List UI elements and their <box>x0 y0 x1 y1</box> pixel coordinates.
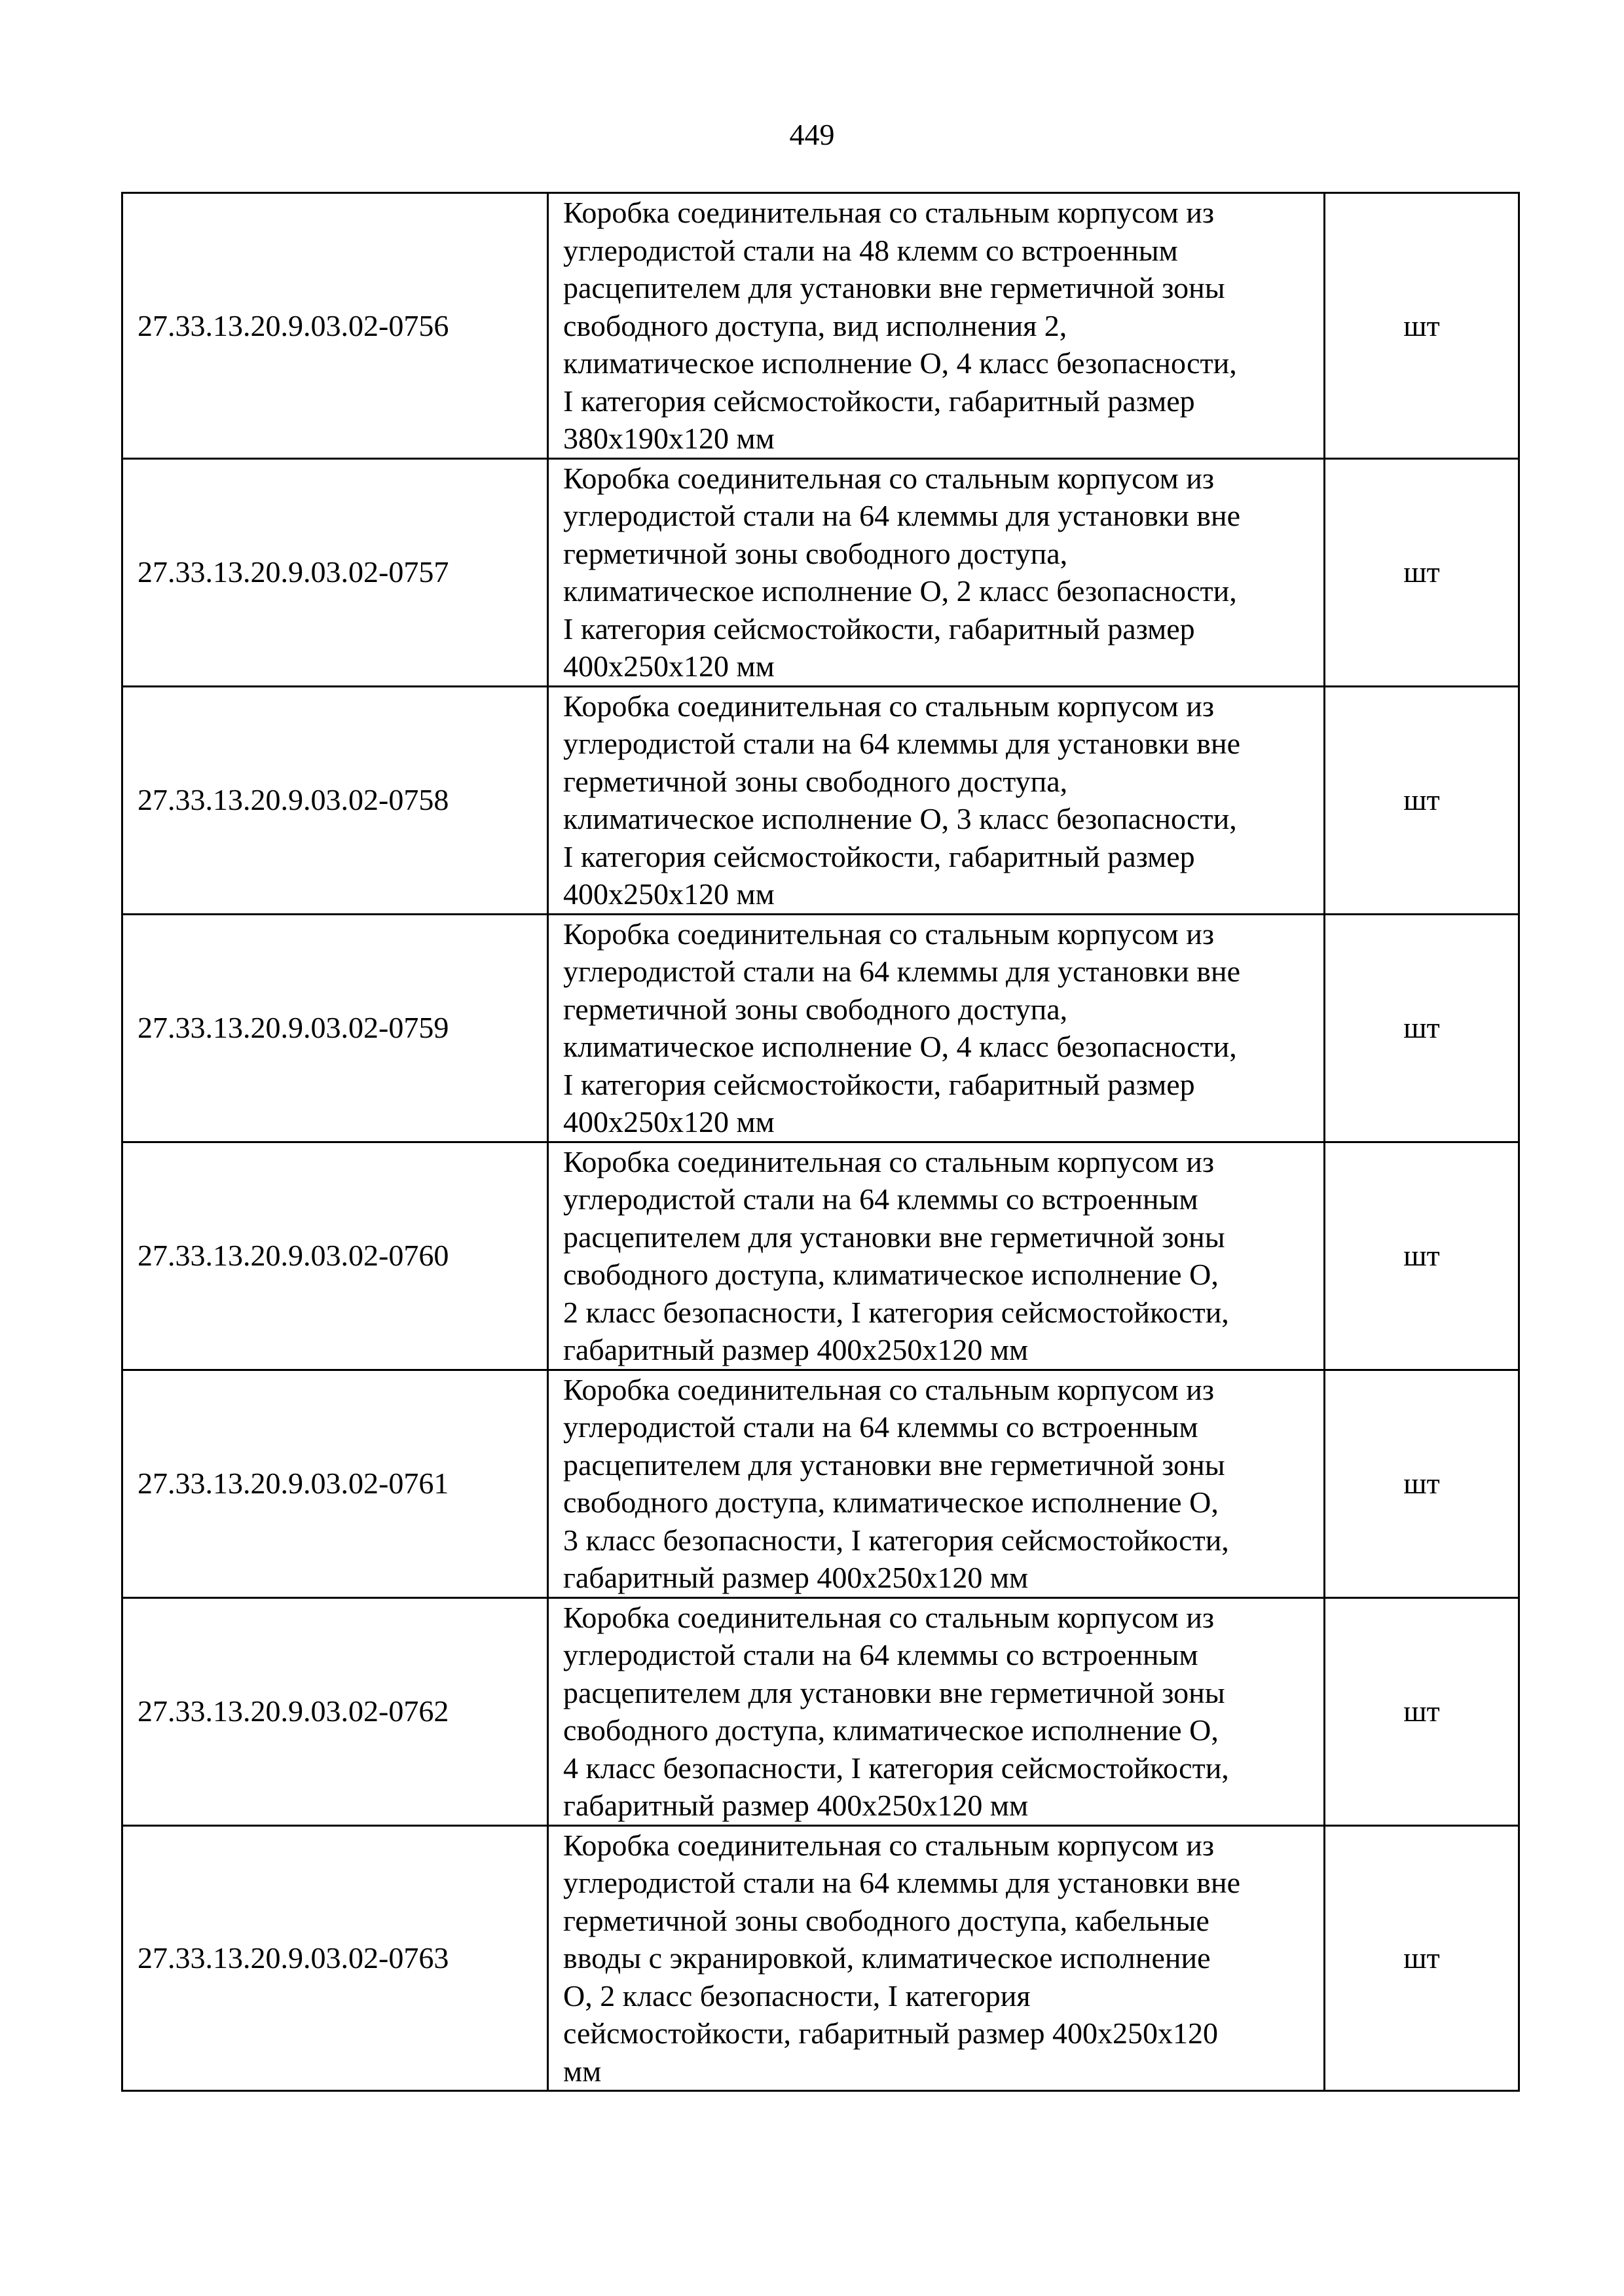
resource-name-line: габаритный размер 400x250x120 мм <box>563 1561 1029 1594</box>
resource-code: 27.33.13.20.9.03.02-0762 <box>122 1597 548 1825</box>
resource-code: 27.33.13.20.9.03.02-0758 <box>122 686 548 914</box>
resource-name-line: Коробка соединительная со стальным корпусом из <box>563 1144 1215 1178</box>
resource-name-line: свободного доступа, климатическое исполнение О, <box>563 1258 1219 1291</box>
resource-name <box>548 686 1325 914</box>
resource-name-line: Коробка соединительная со стальным корпусом из <box>563 917 1215 951</box>
table-row <box>122 458 1519 686</box>
resource-name-line: Коробка соединительная со стальным корпусом из <box>563 1372 1215 1406</box>
table-row <box>122 193 1519 459</box>
resource-name-line: 400x250x120 мм <box>563 877 775 911</box>
resource-name-line: климатическое исполнение О, 4 класс безопасности, <box>563 1030 1237 1063</box>
resource-name-line: Коробка соединительная со стальным корпусом из <box>563 689 1215 723</box>
resource-name-line: Коробка соединительная со стальным корпусом из <box>563 196 1215 229</box>
resource-name-line: I категория сейсмостойкости, габаритный размер <box>563 611 1195 646</box>
unit-of-measure: шт <box>1325 1825 1519 2091</box>
resource-name-line: 4 класс безопасности, I категория сейсмостойкости, <box>563 1751 1229 1785</box>
resource-name-line: свободного доступа, вид исполнения 2, <box>563 308 1067 342</box>
resource-name-line: Коробка соединительная со стальным корпусом из <box>563 1828 1215 1862</box>
unit-of-measure: шт <box>1325 686 1519 914</box>
resource-name-line: углеродистой стали на 64 клеммы со встроенным <box>563 1182 1198 1216</box>
resource-name-line: 400x250x120 мм <box>563 1105 775 1139</box>
table-row <box>122 914 1519 1142</box>
unit-of-measure: шт <box>1325 458 1519 686</box>
resource-code: 27.33.13.20.9.03.02-0757 <box>122 458 548 686</box>
table-row <box>122 686 1519 914</box>
resource-name-line: углеродистой стали на 64 клеммы для установки вне <box>563 955 1241 988</box>
page-number: 449 <box>789 118 835 151</box>
resource-name-line: 380x190x120 мм <box>563 422 775 455</box>
resource-name-line: расцепителем для установки вне герметичной зоны <box>563 271 1225 304</box>
table-row <box>122 1825 1519 2091</box>
resource-name-line: 400x250x120 мм <box>563 649 775 683</box>
resource-name <box>548 458 1325 686</box>
resource-name-line: Коробка соединительная со стальным корпусом из <box>563 1600 1215 1634</box>
resource-name-line: герметичной зоны свободного доступа, <box>563 992 1068 1026</box>
resource-name <box>548 1370 1325 1597</box>
resource-name-line: углеродистой стали на 48 клемм со встроенным <box>563 233 1178 267</box>
resource-name-line: свободного доступа, климатическое исполнение О, <box>563 1485 1219 1519</box>
resource-name-line: герметичной зоны свободного доступа, <box>563 764 1068 798</box>
resource-name-line: расцепителем для установки вне герметичной зоны <box>563 1220 1225 1254</box>
resource-name-line: габаритный размер 400x250x120 мм <box>563 1333 1029 1366</box>
resource-code: 27.33.13.20.9.03.02-0760 <box>122 1142 548 1370</box>
resource-name-line: О, 2 класс безопасности, I категория <box>563 1978 1031 2013</box>
resource-name-line: Коробка соединительная со стальным корпусом из <box>563 461 1215 495</box>
unit-of-measure: шт <box>1325 1370 1519 1597</box>
resource-name-line: сейсмостойкости, габаритный размер 400x250x120 <box>563 2016 1218 2050</box>
resource-table <box>121 192 1520 2092</box>
resource-name <box>548 914 1325 1142</box>
resource-name-line: I категория сейсмостойкости, габаритный размер <box>563 839 1195 873</box>
table-row <box>122 1597 1519 1825</box>
table-row <box>122 1142 1519 1370</box>
resource-name-line: углеродистой стали на 64 клеммы со встроенным <box>563 1638 1198 1671</box>
resource-name <box>548 1142 1325 1370</box>
resource-name-line: углеродистой стали на 64 клеммы со встроенным <box>563 1410 1198 1444</box>
resource-name-line: габаритный размер 400x250x120 мм <box>563 1789 1029 1822</box>
resource-name-line: 3 класс безопасности, I категория сейсмостойкости, <box>563 1523 1229 1557</box>
resource-code: 27.33.13.20.9.03.02-0756 <box>122 193 548 459</box>
unit-of-measure: шт <box>1325 914 1519 1142</box>
resource-name-line: климатическое исполнение О, 2 класс безопасности, <box>563 574 1237 608</box>
resource-name-line: климатическое исполнение О, 4 класс безопасности, <box>563 346 1237 380</box>
resource-name <box>548 1825 1325 2091</box>
resource-name-line: герметичной зоны свободного доступа, кабельные <box>563 1903 1209 1937</box>
resource-name <box>548 1597 1325 1825</box>
resource-code: 27.33.13.20.9.03.02-0763 <box>122 1825 548 2091</box>
unit-of-measure: шт <box>1325 1142 1519 1370</box>
resource-name-line: углеродистой стали на 64 клеммы для установки вне <box>563 1866 1241 1899</box>
table-body <box>122 193 1519 2091</box>
resource-code: 27.33.13.20.9.03.02-0759 <box>122 914 548 1142</box>
resource-name <box>548 193 1325 459</box>
resource-name-line: I категория сейсмостойкости, габаритный размер <box>563 1067 1195 1101</box>
resource-name-line: мм <box>563 2054 602 2088</box>
resource-name-line: расцепителем для установки вне герметичной зоны <box>563 1675 1225 1709</box>
resource-name-line: вводы с экранировкой, климатическое исполнение <box>563 1941 1211 1975</box>
resource-code: 27.33.13.20.9.03.02-0761 <box>122 1370 548 1597</box>
resource-name-line: 2 класс безопасности, I категория сейсмостойкости, <box>563 1295 1229 1329</box>
resource-name-line: климатическое исполнение О, 3 класс безопасности, <box>563 802 1237 835</box>
resource-name-line: углеродистой стали на 64 клеммы для установки вне <box>563 727 1241 760</box>
unit-of-measure: шт <box>1325 193 1519 459</box>
table-row <box>122 1370 1519 1597</box>
resource-name-line: герметичной зоны свободного доступа, <box>563 536 1068 570</box>
resource-name-line: свободного доступа, климатическое исполнение О, <box>563 1713 1219 1747</box>
unit-of-measure: шт <box>1325 1597 1519 1825</box>
resource-name-line: углеродистой стали на 64 клеммы для установки вне <box>563 499 1241 532</box>
resource-name-line: I категория сейсмостойкости, габаритный размер <box>563 384 1195 418</box>
resource-name-line: расцепителем для установки вне герметичной зоны <box>563 1448 1225 1482</box>
